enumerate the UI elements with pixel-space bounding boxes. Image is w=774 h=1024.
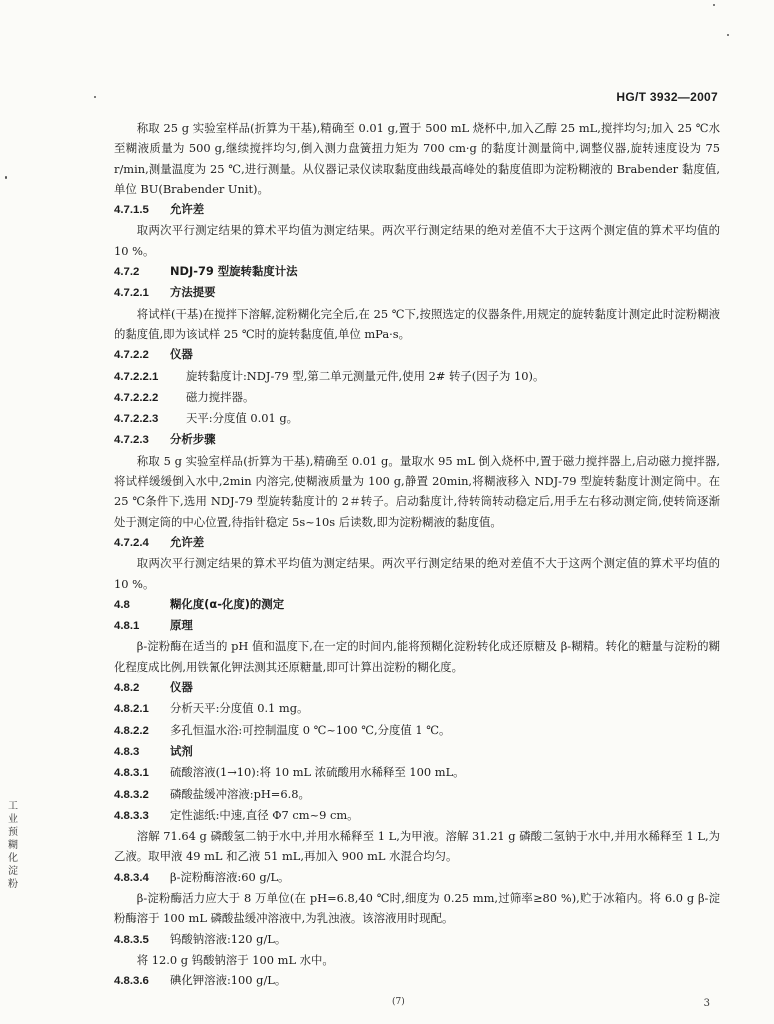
clause-number: 4.8.3.2 <box>114 788 149 801</box>
paragraph: 将 12.0 g 钨酸钠溶于 100 mL 水中。 <box>136 952 334 967</box>
clause-number: 4.7.1.5 <box>114 204 149 217</box>
paragraph: 取两次平行测定结果的算术平均值为测定结果。两次平行测定结果的绝对差值不大于这两个测定值的算术平均值的 10 %。 <box>114 223 720 258</box>
clause-text: 多孔恒温水浴:可控制温度 0 ℃~100 ℃,分度值 1 ℃。 <box>170 722 451 737</box>
section-title: 允许差 <box>170 202 205 217</box>
section-title: 分析步骤 <box>170 432 216 447</box>
clause-number: 4.8.3.5 <box>114 933 149 946</box>
section-title: 试剂 <box>170 743 193 758</box>
clause-item <box>114 784 720 805</box>
clause-item <box>114 408 720 429</box>
page-number: 3 <box>703 998 710 1009</box>
section-heading <box>114 594 720 615</box>
clause-item <box>114 805 720 826</box>
section-title: 仪器 <box>170 680 193 695</box>
clause-text: 磁力搅拌器。 <box>186 389 255 404</box>
clause-number: 4.8.3.1 <box>114 767 149 780</box>
side-margin-label: 工业预糊化淀粉 <box>8 801 18 890</box>
section-heading <box>114 199 720 220</box>
clause-text: 碘化钾溶液:100 g/L。 <box>170 973 287 988</box>
clause-number: 4.7.2.2.3 <box>114 413 159 426</box>
clause-item <box>114 720 720 741</box>
paragraph: 将试样(干基)在搅拌下溶解,淀粉糊化完全后,在 25 ℃下,按照选定的仪器条件,用规定的旋转黏度计测定此时淀粉糊液的黏度值,即为该试样 25 ℃时的旋转黏度值,单位 mPa·s。 <box>114 306 720 341</box>
clause-number: 4.7.2.4 <box>114 536 149 549</box>
clause-item <box>114 970 720 991</box>
scan-speck <box>5 176 7 179</box>
section-heading <box>114 344 720 365</box>
clause-number: 4.8.1 <box>114 620 140 633</box>
section-heading <box>114 615 720 636</box>
section-heading <box>114 261 720 282</box>
clause-number: 4.7.2.2.2 <box>114 391 159 404</box>
section-title: 仪器 <box>170 347 193 362</box>
clause-number: 4.8.3.3 <box>114 809 149 822</box>
clause-text: β-淀粉酶溶液:60 g/L。 <box>170 869 290 884</box>
clause-number: 4.8.3 <box>114 745 140 758</box>
clause-text: 分析天平:分度值 0.1 mg。 <box>170 701 309 716</box>
clause-text: 磷酸盐缓冲溶液:pH=6.8。 <box>170 786 310 801</box>
section-heading <box>114 677 720 698</box>
section-heading <box>114 282 720 303</box>
paragraph: β-淀粉酶活力应大于 8 万单位(在 pH=6.8,40 ℃时,细度为 0.25 mm,过筛率≥80 %),贮于冰箱内。将 6.0 g β-淀粉酶溶于 100 mL 磷酸盐缓冲溶液中,为乳浊液。该溶液用时现配。 <box>114 890 720 926</box>
standard-code: HG/T 3932—2007 <box>616 90 718 104</box>
section-title: NDJ-79 型旋转黏度计法 <box>170 264 298 279</box>
clause-item <box>114 929 720 950</box>
clause-text: 旋转黏度计:NDJ-79 型,第二单元测量元件,使用 2# 转子(因子为 10)。 <box>186 368 545 383</box>
clause-number: 4.7.2.1 <box>114 287 149 300</box>
clause-number: 4.8.2.1 <box>114 703 149 716</box>
section-title: 方法提要 <box>170 285 216 300</box>
clause-number: 4.8 <box>114 598 130 611</box>
section-title: 原理 <box>170 618 193 633</box>
paragraph: β-淀粉酶在适当的 pH 值和温度下,在一定的时间内,能将预糊化淀粉转化成还原糖及 β-糊精。转化的糖量与淀粉的糊化程度成比例,用铁氰化钾法测其还原糖量,即可计算出淀粉的糊化度。 <box>114 639 720 674</box>
clause-number: 4.8.3.4 <box>114 871 149 884</box>
section-heading <box>114 429 720 450</box>
scan-speck <box>713 4 715 6</box>
clause-number: 4.7.2 <box>114 266 140 279</box>
scan-speck <box>727 34 729 36</box>
section-title: 允许差 <box>170 534 205 549</box>
document-body <box>114 118 720 991</box>
clause-item <box>114 762 720 783</box>
section-title: 糊化度(α-化度)的测定 <box>170 596 285 611</box>
clause-text: 硫酸溶液(1→10):将 10 mL 浓硫酸用水稀释至 100 mL。 <box>170 765 465 780</box>
scan-speck <box>94 96 96 98</box>
clause-number: 4.7.2.2.1 <box>114 370 159 383</box>
clause-item <box>114 867 720 888</box>
paragraph: 取两次平行测定结果的算术平均值为测定结果。两次平行测定结果的绝对差值不大于这两个测定值的算术平均值的 10 %。 <box>114 556 720 591</box>
clause-number: 4.7.2.3 <box>114 434 149 447</box>
clause-item <box>114 366 720 387</box>
clause-number: 4.7.2.2 <box>114 349 149 362</box>
section-heading <box>114 741 720 762</box>
section-heading <box>114 532 720 553</box>
paragraph: 称取 25 g 实验室样品(折算为干基),精确至 0.01 g,置于 500 mL 烧杯中,加入乙醇 25 mL,搅拌均匀;加入 25 ℃水至糊液质量为 500 g,继续搅拌均匀,倒入测力盘簧扭力矩为 700 cm·g 的黏度计测量筒中,调整仪器,旋转速度设为 75 r/min,测量温度为 25 ℃,进行测量。从仪器记录仪读取黏度曲线最高峰处的黏度值即为淀粉糊液的 Brabender 黏度值,单位 BU(Brabender Unit)。 <box>114 121 720 196</box>
clause-text: 钨酸钠溶液:120 g/L。 <box>170 931 287 946</box>
clause-number: 4.8.2 <box>114 682 140 695</box>
clause-text: 天平:分度值 0.01 g。 <box>186 411 299 426</box>
clause-item <box>114 387 720 408</box>
folio-number: (7) <box>392 997 405 1007</box>
clause-number: 4.8.2.2 <box>114 724 149 737</box>
clause-text: 定性滤纸:中速,直径 Φ7 cm~9 cm。 <box>170 807 359 822</box>
paragraph: 称取 5 g 实验室样品(折算为干基),精确至 0.01 g。量取水 95 mL 倒入烧杯中,置于磁力搅拌器上,启动磁力搅拌器,将试样缓缓倒入水中,2min 内溶完,使糊液质量为 100 g,静置 20min,将糊液移入 NDJ-79 型旋转黏度计测定筒中。在 25 ℃条件下,选用 NDJ-79 型旋转黏度计的 2＃转子。启动黏度计,待转筒转动稳定后,用手左右移动测定筒,使转筒逐渐处于测定筒的中心位置,待指针稳定 5s~10s 后读数,即为淀粉糊液的黏度值。 <box>114 453 720 529</box>
clause-number: 4.8.3.6 <box>114 975 149 988</box>
clause-item <box>114 698 720 719</box>
paragraph: 溶解 71.64 g 磷酸氢二钠于水中,并用水稀释至 1 L,为甲液。溶解 31.21 g 磷酸二氢钠于水中,并用水稀释至 1 L,为乙液。取甲液 49 mL 和乙液 51 mL,再加入 900 mL 水混合均匀。 <box>114 829 720 864</box>
